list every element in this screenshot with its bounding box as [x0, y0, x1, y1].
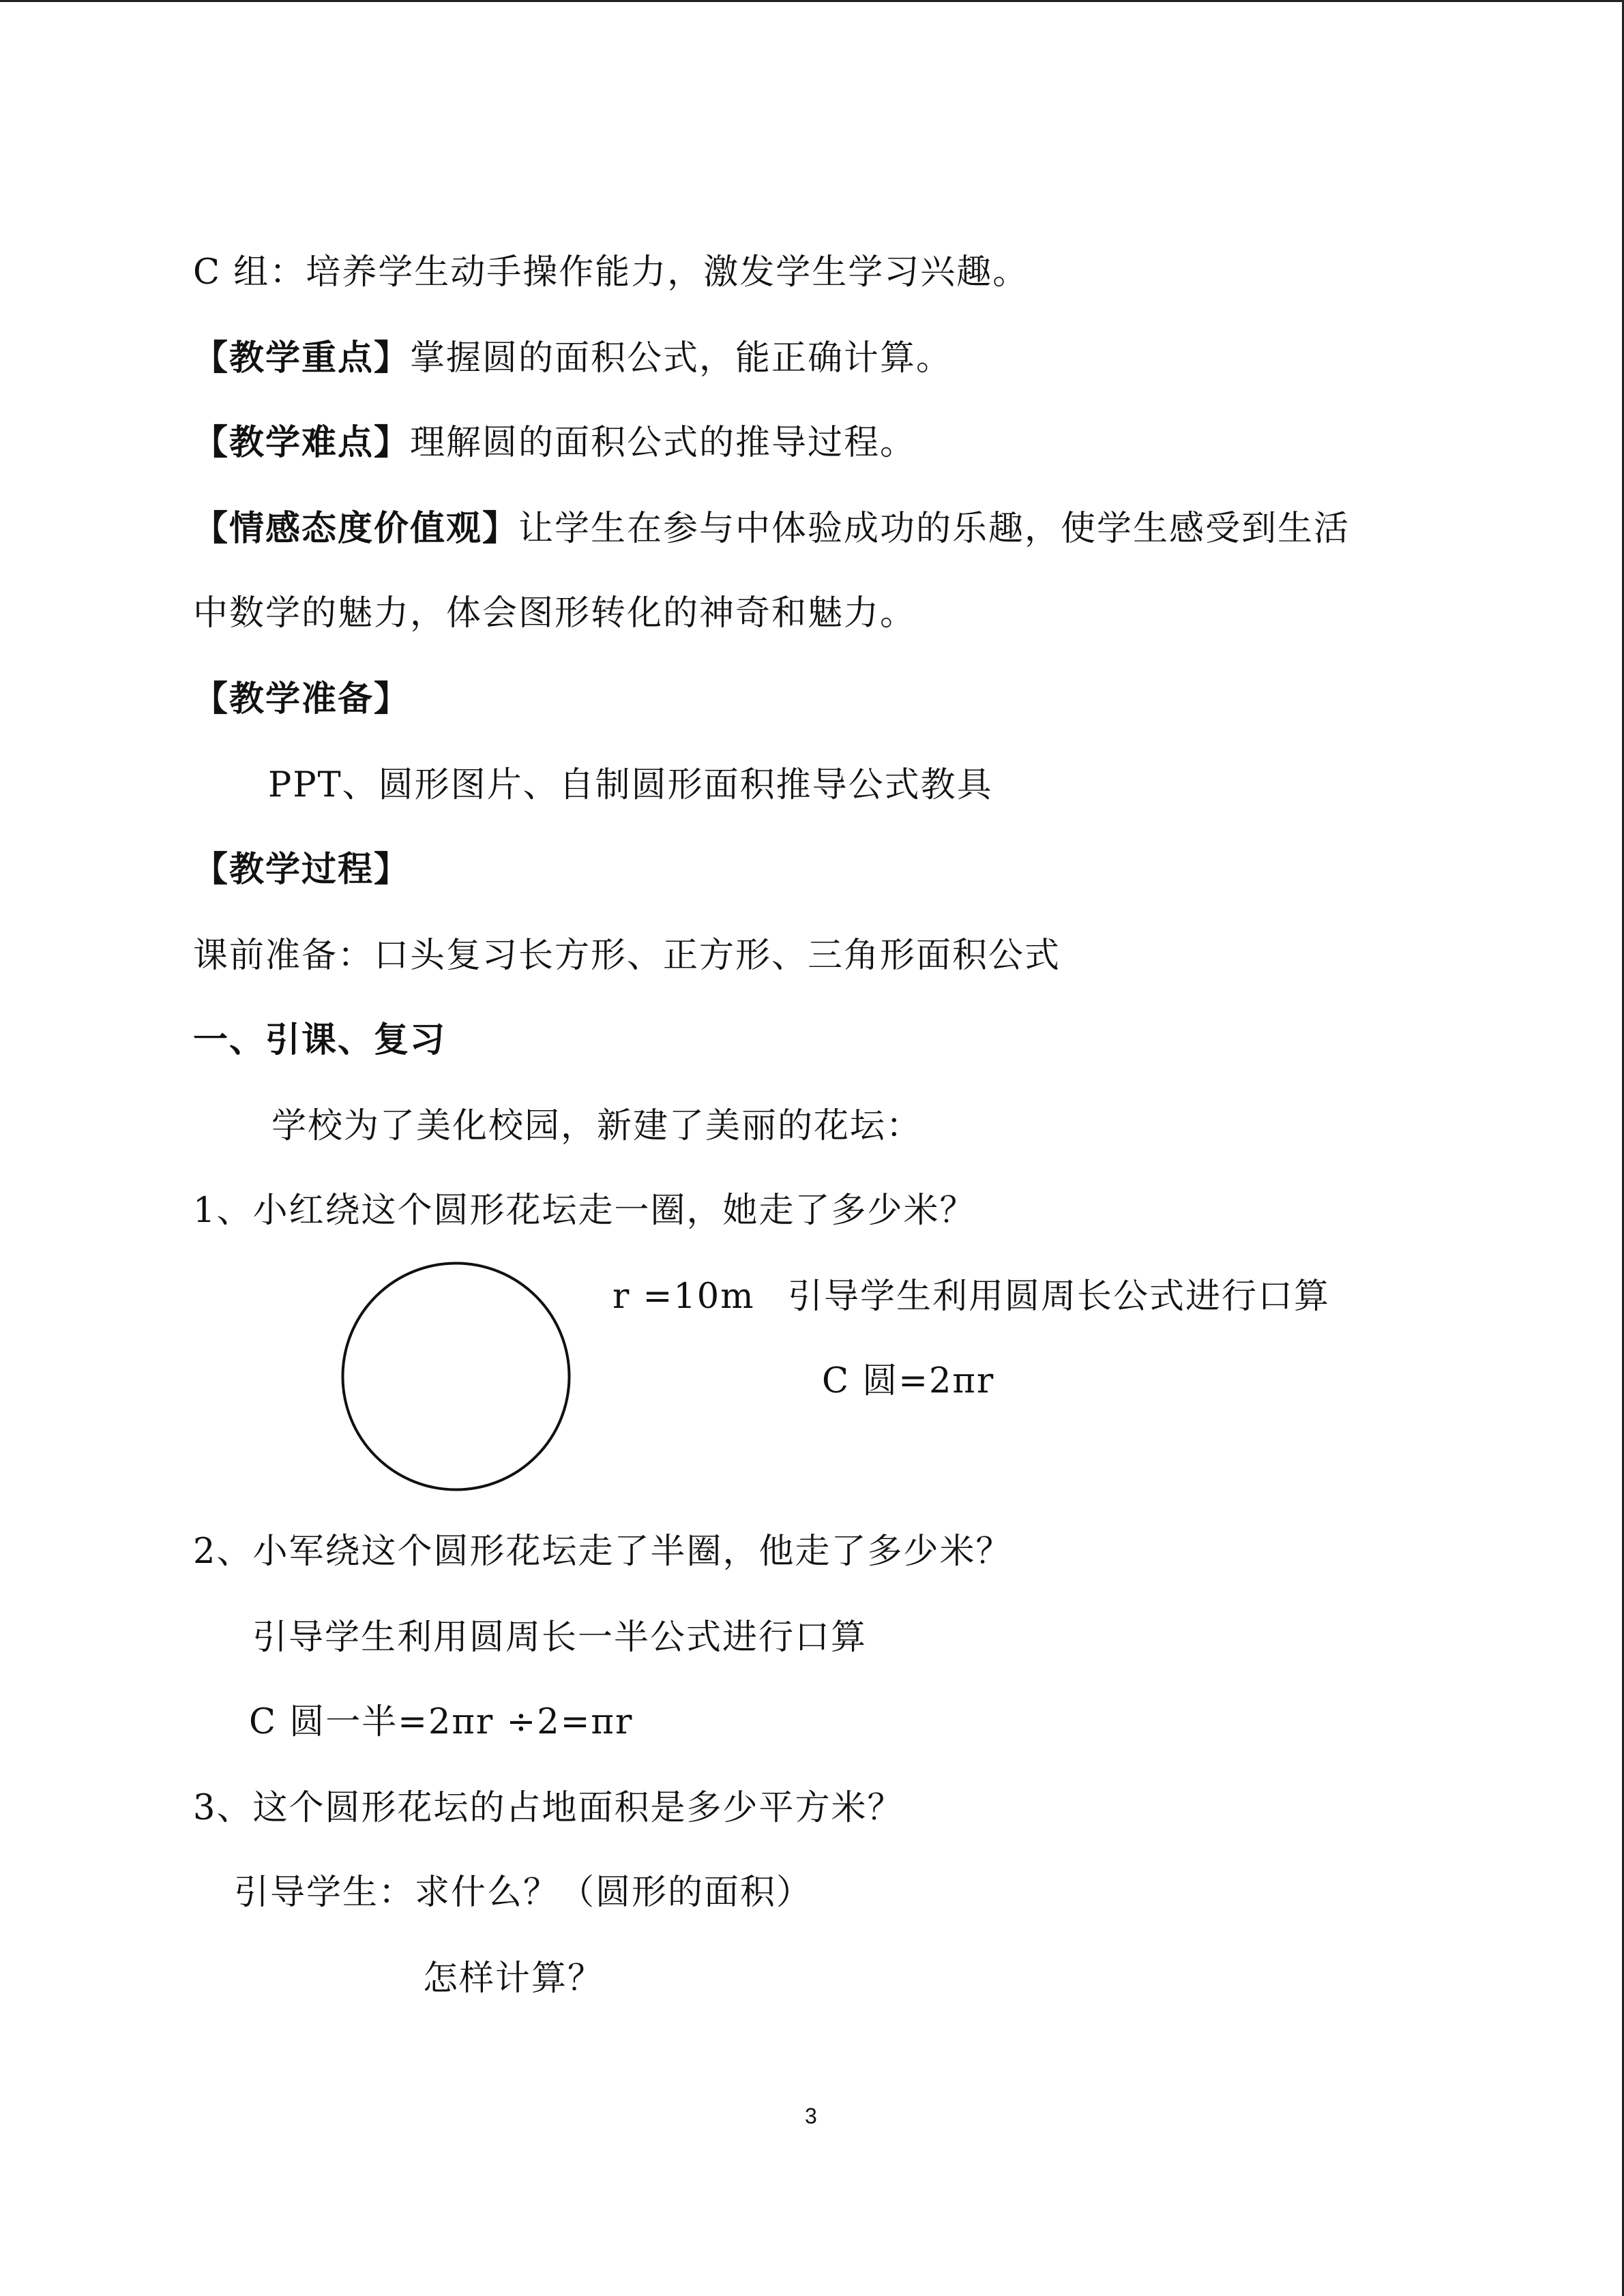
pre-class-prep: 课前准备：口头复习长方形、正方形、三角形面积公式 [193, 936, 1061, 976]
guide-how: 怎样计算？ [423, 1958, 604, 1999]
page-number: 3 [805, 2104, 817, 2128]
teaching-difficulty-text: 理解圆的面积公式的推导过程。 [410, 423, 917, 463]
guide-circumference: 引导学生利用圆周长公式进行口算 [788, 1277, 1331, 1317]
teaching-difficulty-label: 【教学难点】 [193, 423, 411, 463]
teaching-prep-text: PPT、圆形图片、自制圆形面积推导公式教具 [268, 765, 993, 805]
formula-half-circumference: C 圆一半=2πr ÷2=πr [249, 1702, 634, 1742]
teaching-prep-heading: 【教学准备】 [193, 679, 411, 719]
teaching-difficulty [193, 423, 916, 464]
radius-label: r =10m [612, 1277, 755, 1317]
teaching-focus-text: 掌握圆的面积公式，能正确计算。 [410, 338, 953, 378]
question-one: 1、小红绕这个圆形花坛走一圈，她走了多少米？ [193, 1191, 976, 1231]
guide-half-circumference: 引导学生利用圆周长一半公式进行口算 [252, 1617, 868, 1658]
teaching-focus-label: 【教学重点】 [193, 338, 411, 378]
teaching-focus [193, 338, 952, 379]
emotional-values-label: 【情感态度价值观】 [193, 509, 519, 549]
guide-what: 引导学生：求什么？（圆形的面积） [234, 1873, 813, 1913]
emotional-values-text: 让学生在参与中体验成功的乐趣，使学生感受到生活 [518, 509, 1350, 549]
teaching-process-heading: 【教学过程】 [193, 850, 411, 890]
question-two: 2、小军绕这个圆形花坛走了半圈，他走了多少米？ [193, 1532, 1012, 1572]
flower-bed-circle [338, 1259, 574, 1494]
emotional-values-continued: 中数学的魅力，体会图形转化的神奇和魅力。 [193, 593, 917, 633]
section-one-heading: 一、引课、复习 [193, 1020, 447, 1060]
c-group-objective: C 组：培养学生动手操作能力，激发学生学习兴趣。 [193, 252, 1029, 293]
emotional-values [193, 509, 1350, 550]
question-three: 3、这个圆形花坛的占地面积是多少平方米？ [193, 1788, 904, 1828]
formula-circumference: C 圆=2πr [822, 1361, 995, 1401]
school-intro: 学校为了美化校园，新建了美丽的花坛： [271, 1106, 923, 1146]
